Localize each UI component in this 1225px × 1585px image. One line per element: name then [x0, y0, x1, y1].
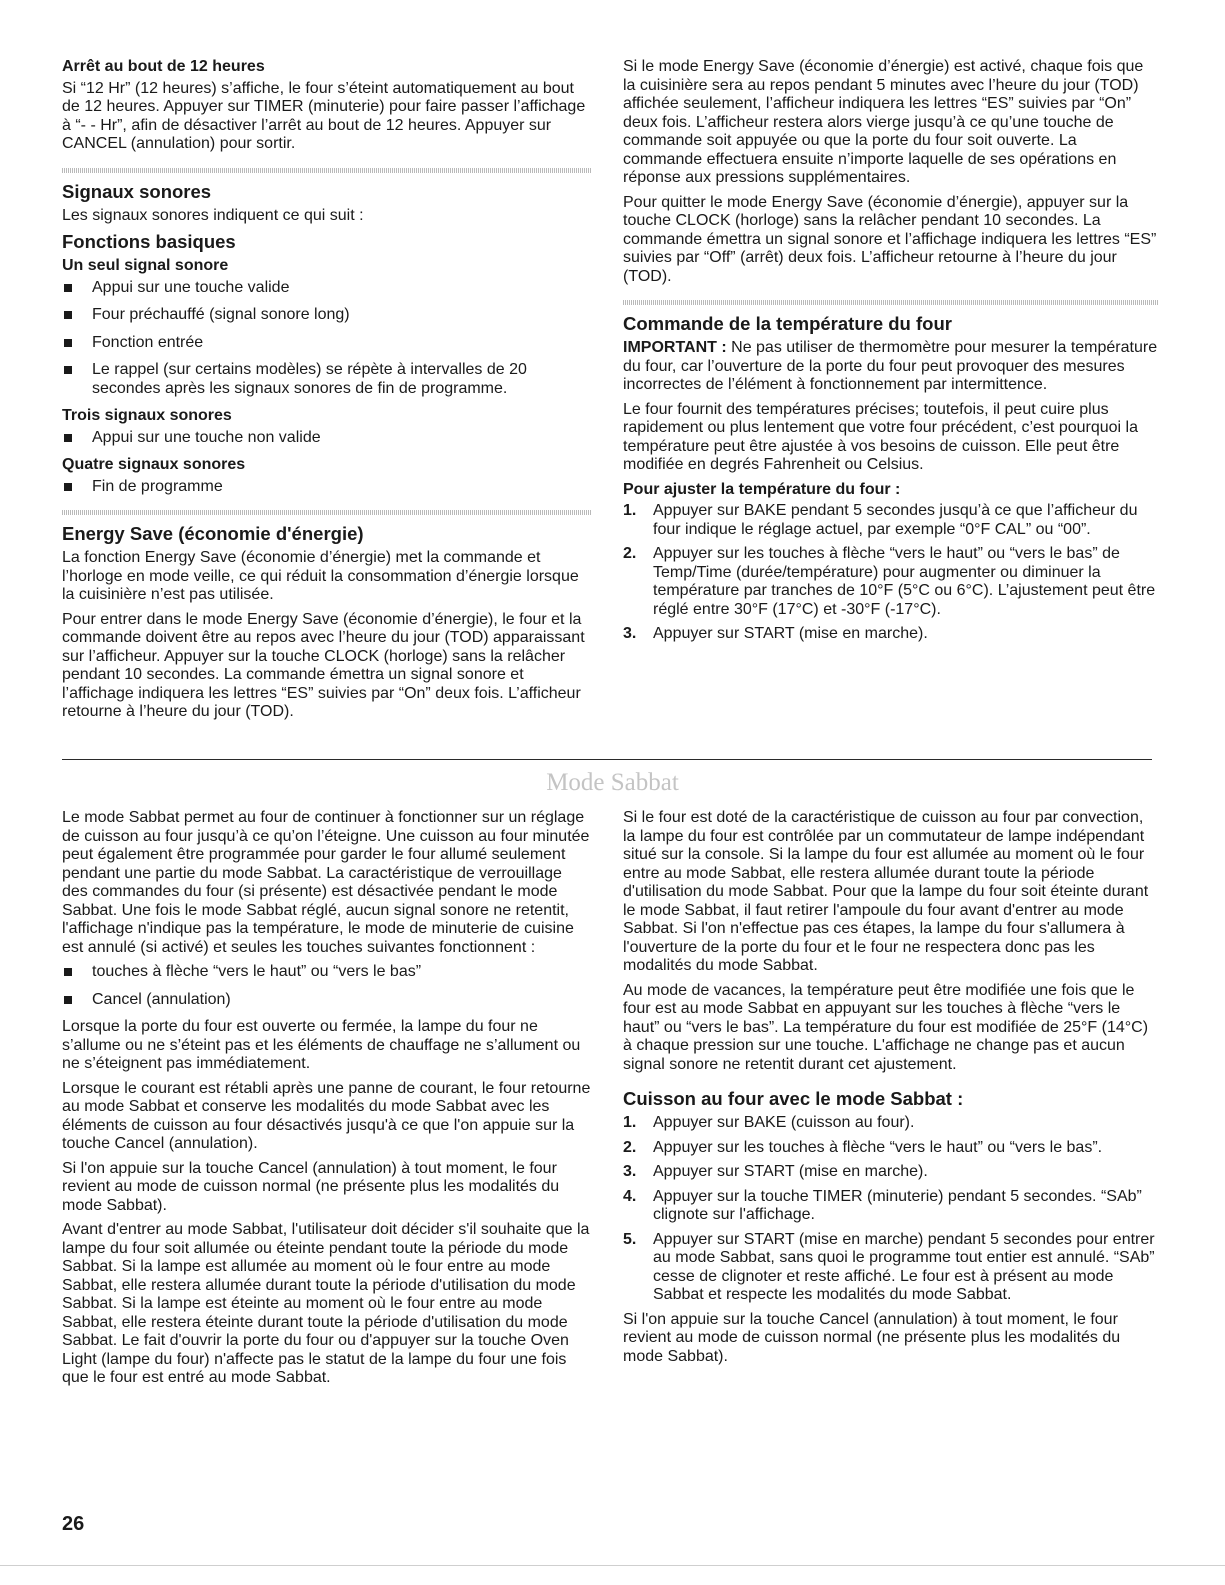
column-bottom-right [623, 809, 1158, 1372]
section-divider [62, 759, 1152, 760]
divider [62, 168, 592, 173]
page-bottom-edge [0, 1565, 1225, 1566]
heading-quatre-signaux: Quatre signaux sonores [62, 456, 246, 473]
paragraph-arret-12h: Si “12 Hr” (12 heures) s’affiche, le four s’éteint automatiquement au bout de 12 heures. Appuyer sur TIMER (minuterie) pour faire passer l’affichage à “- - Hr”, afin de désactiver l’arrêt au bout de 12 heures. Appuyer sur CANCEL (annulation) pour sortir. [62, 79, 586, 152]
column-top-right [623, 58, 1158, 650]
list-cuisson-steps [623, 1114, 1158, 1305]
heading-ajuster-temperature: Pour ajuster la température du four : [623, 480, 901, 498]
paragraph-sabbat-3: Lorsque le courant est rétabli après une panne de courant, le four retourne au mode Sabbat et conserve les modalités du mode Sabbat avec les éléments de cuisson au four désactivés jusqu'à ce que l'on appuie sur la touche Cancel (annulation). [62, 1079, 591, 1152]
heading-cuisson-sabbat: Cuisson au four avec le mode Sabbat : [623, 1088, 964, 1109]
list-item [623, 545, 1158, 619]
step-text: Appuyer sur les touches à flèche “vers le haut” ou “vers le bas”. [653, 1138, 1103, 1156]
paragraph-sabbat-8: Si l'on appuie sur la touche Cancel (annulation) à tout moment, le four revient au mode de cuisson normal (ne présente plus les modalités du mode Sabbat). [623, 1310, 1121, 1365]
important-text: Ne pas utiliser de thermomètre pour mesurer la température du four, car l’ouverture de la porte du four peut provoquer des mesures incorrectes de l’élément à fonctionnement par intermittence. [623, 339, 1158, 393]
list-touches [62, 963, 592, 1009]
step-text: Appuyer sur BAKE (cuisson au four). [653, 1114, 915, 1131]
heading-arret-12h: Arrêt au bout de 12 heures [62, 58, 265, 75]
paragraph-energy-4: Pour quitter le mode Energy Save (économie d’énergie), appuyer sur la touche CLOCK (horloge) sans la relâcher pendant 10 secondes. La commande émettra un signal sonore et l’affichage indiquera les lettres “ES” suivies par “Off” (arrêt) deux fois. L’afficheur retourne à l’heure du jour (TOD). [623, 193, 1157, 285]
heading-energy-save: Energy Save (économie d'énergie) [62, 523, 364, 544]
heading-trois-signaux: Trois signaux sonores [62, 407, 232, 424]
paragraph-temperature-2: Le four fournit des températures précises; toutefois, il peut cuire plus rapidement ou plus lentement que votre four précédent, c’est pourquoi la température peut être ajustée à vos besoins de cuisson. Elle peut être modifiée en degrés Fahrenheit ou Celsius. [623, 400, 1138, 473]
step-text: Appuyer sur START (mise en marche). [653, 625, 928, 642]
list-item [623, 1188, 1158, 1225]
step-number: 3. [623, 1163, 637, 1180]
list-item: Fonction entrée [62, 334, 592, 353]
paragraph-sabbat-5: Avant d'entrer au mode Sabbat, l'utilisateur doit décider s'il souhaite que la lampe du four soit allumée ou éteinte pendant toute la période du mode Sabbat. Si la lampe est allumée au moment où le four entre au mode Sabbat, elle restera allumée durant toute la période d'utilisation du mode Sabbat. Si la lampe est éteinte au moment où le four entre au mode Sabbat, elle restera éteinte durant toute la période d'utilisation du mode Sabbat. Le fait d'ouvrir la porte du four ou d'appuyer sur la touche Oven Light (lampe du four) n'affecte pas le statut de la lampe du four une fois que le four est entré au mode Sabbat. [62, 1221, 590, 1386]
list-item: Fin de programme [62, 478, 592, 497]
list-item: Cancel (annulation) [62, 991, 592, 1010]
column-bottom-left [62, 809, 592, 1394]
heading-signaux-sonores: Signaux sonores [62, 180, 212, 202]
list-item: touches à flèche “vers le haut” ou “vers le bas” [62, 963, 592, 982]
step-number: 3. [623, 625, 637, 642]
list-ajuster-steps [623, 502, 1158, 644]
step-number: 2. [623, 1138, 637, 1156]
paragraph-sabbat-2: Lorsque la porte du four est ouverte ou fermée, la lampe du four ne s’allume ou ne s’éteint pas et les éléments de chauffage ne s’allument ou ne s’éteignent pas immédiatement. [62, 1018, 581, 1072]
paragraph-signaux-intro: Les signaux sonores indiquent ce qui suit : [62, 206, 364, 224]
paragraph-sabbat-6: Si le four est doté de la caractéristique de cuisson au four par convection, la lampe du four est contrôlée par un commutateur de lampe indépendant situé sur la console. Si la lampe du four est allumée au moment où le four entre au mode Sabbat, elle restera allumée durant toute la période d'utilisation du mode Sabbat. Pour que la lampe du four soit éteinte durant le mode Sabbat, il faut retirer l'ampoule du four avant d'entrer au mode Sabbat. Si l'on n'effectue pas ces étapes, la lampe du four s'allumera à l'ouverture de la porte du four et le four ne respectera donc pas les modalités du mode Sabbat. [623, 809, 1149, 974]
step-number: 2. [623, 545, 637, 562]
step-number: 5. [623, 1230, 637, 1248]
list-item: Appui sur une touche non valide [62, 429, 592, 448]
list-item [623, 1163, 1158, 1182]
step-number: 1. [623, 502, 637, 519]
step-number: 1. [623, 1114, 637, 1131]
paragraph-sabbat-4: Si l'on appuie sur la touche Cancel (annulation) à tout moment, le four revient au mode de cuisson normal (ne présente plus les modalités du mode Sabbat). [62, 1159, 560, 1214]
list-quatre-signaux [62, 478, 592, 497]
column-top-left [62, 58, 592, 728]
list-item [623, 1231, 1158, 1305]
step-text: Appuyer sur BAKE pendant 5 secondes jusqu’à ce que l’afficheur du four indique le réglage actuel, par exemple “0°F CAL” ou “00”. [653, 502, 1138, 538]
step-text: Appuyer sur START (mise en marche). [653, 1163, 928, 1180]
list-item [623, 1114, 1158, 1133]
paragraph-important [623, 339, 1158, 395]
divider [62, 510, 592, 515]
page-number: 26 [62, 1513, 85, 1535]
heading-fonctions-basiques: Fonctions basiques [62, 231, 236, 252]
important-label: IMPORTANT : [623, 339, 727, 356]
divider [623, 300, 1158, 305]
paragraph-energy-1: La fonction Energy Save (économie d’énergie) met la commande et l’horloge en mode veille, ce qui réduit la consommation d’énergie lorsque la cuisinière n’est pas utilisée. [62, 549, 579, 603]
step-text: Appuyer sur la touche TIMER (minuterie) pendant 5 secondes. “SAb” clignote sur l'affichage. [653, 1187, 1142, 1223]
list-item [623, 1139, 1158, 1158]
list-item: Le rappel (sur certains modèles) se répète à intervalles de 20 secondes après les signaux sonores de fin de programme. [62, 361, 592, 398]
paragraph-sabbat-7: Au mode de vacances, la température peut être modifiée une fois que le four est au mode Sabbat en appuyant sur les touches à flèche “vers le haut” ou “vers le bas”. La température du four est modifiée de 25°F (14°C) à chaque pression sur une touche. L'affichage ne change pas et aucun signal sonore ne retentit durant cet ajustement. [623, 981, 1149, 1073]
list-un-signal [62, 279, 592, 399]
step-text: Appuyer sur les touches à flèche “vers le haut” ou “vers le bas” de Temp/Time (durée/température) pour augmenter ou diminuer la température par tranches de 10°F (5°C ou 6°C). L’ajustement peut être réglé entre 30°F (17°C) et -30°F (-17°C). [653, 545, 1156, 618]
list-item: Appui sur une touche valide [62, 279, 592, 298]
heading-commande-temperature: Commande de la température du four [623, 313, 952, 334]
paragraph-sabbat-1: Le mode Sabbat permet au four de continuer à fonctionner sur un réglage de cuisson au four jusqu’à ce qu’on l’éteigne. Une cuisson au four minutée peut également être programmée pour garder le four allumé seulement pendant une partie du mode Sabbat. La caractéristique de verrouillage des commandes du four (si présente) est désactivée pendant le mode Sabbat. Une fois le mode Sabbat réglé, aucun signal sonore ne retentit, l'affichage n'indique pas la température, le mode de minuterie de cuisine est annulé (si activé) et seules les touches suivantes fonctionnent : [62, 809, 590, 956]
list-item [623, 502, 1158, 539]
list-item [623, 625, 1158, 644]
step-text: Appuyer sur START (mise en marche) pendant 5 secondes pour entrer au mode Sabbat, sans quoi le programme tout entier est annulé. “SAb” cesse de clignoter et reste affiché. Le four est à présent au mode Sabbat et respecte les modalités du mode Sabbat. [653, 1230, 1155, 1303]
list-item: Four préchauffé (signal sonore long) [62, 306, 592, 325]
step-number: 4. [623, 1187, 637, 1205]
paragraph-energy-3: Si le mode Energy Save (économie d’énergie) est activé, chaque fois que la cuisinière sera au repos pendant 5 minutes avec l’heure du jour (TOD) affichée seulement, l’afficheur indiquera les lettres “ES” suivies par “On” deux fois. L’afficheur restera alors vierge jusqu’à ce qu’une touche de commande soit appuyée ou que la porte du four soit ouverte. La commande effectuera ensuite n’importe laquelle de ses opérations en réponse aux pressions supplémentaires. [623, 58, 1144, 186]
list-trois-signaux [62, 429, 592, 448]
paragraph-energy-2: Pour entrer dans le mode Energy Save (économie d’énergie), le four et la commande doivent être au repos avec l’heure du jour (TOD) apparaissant sur l’afficheur. Appuyer sur la touche CLOCK (horloge) sans la relâcher pendant 10 secondes. La commande émettra un signal sonore et l’affichage indiquera les lettres “ES” suivies par “On” deux fois. L’afficheur retourne à l’heure du jour (TOD). [62, 610, 585, 720]
section-title-mode-sabbat: Mode Sabbat [546, 769, 679, 796]
heading-un-signal: Un seul signal sonore [62, 257, 229, 274]
